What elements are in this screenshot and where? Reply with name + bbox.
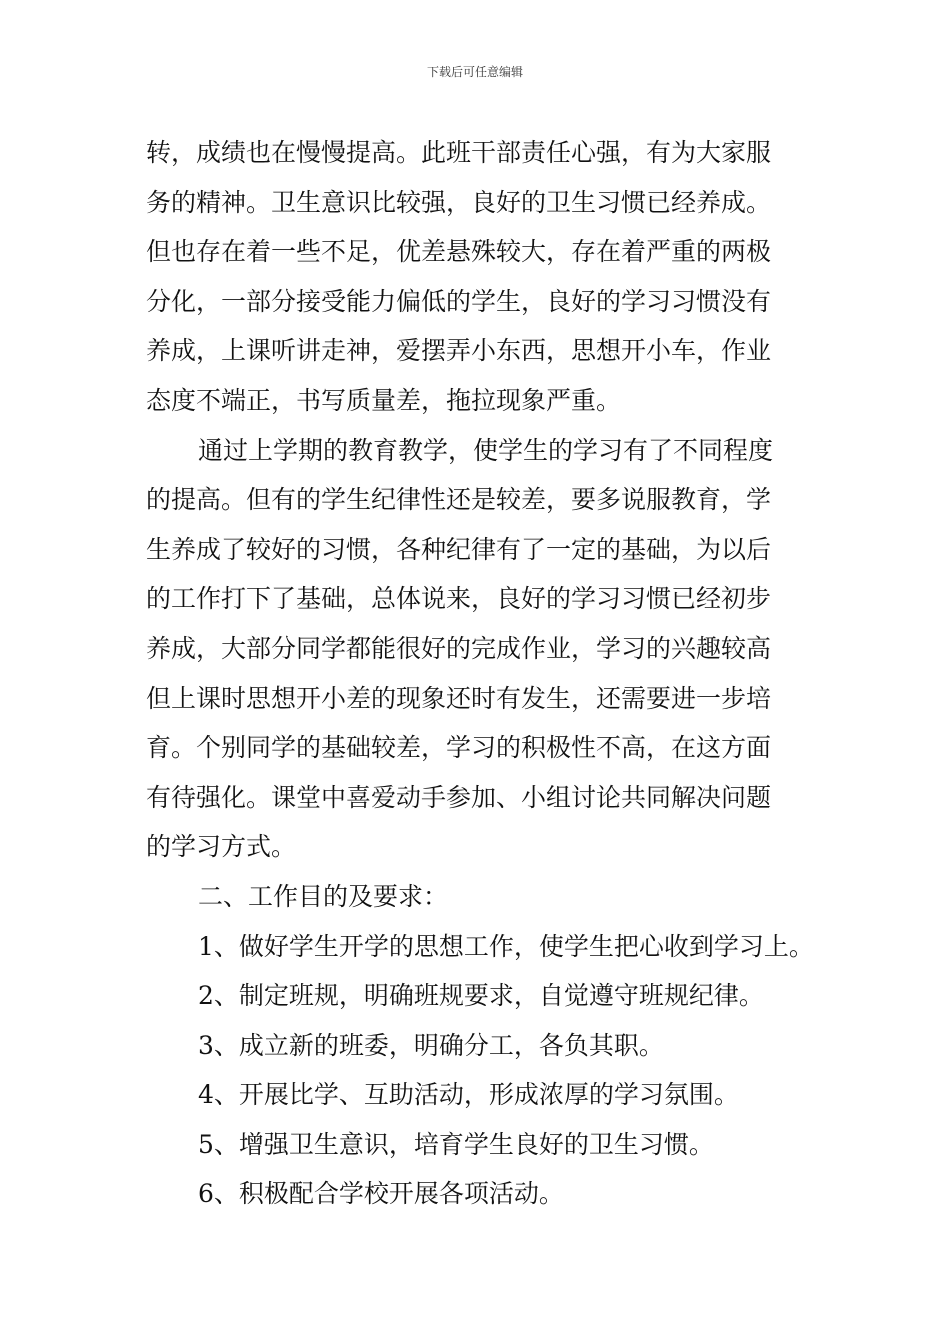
list-item: 1、做好学生开学的思想工作，使学生把心收到学习上。 [198,931,814,961]
list-item: 5、增强卫生意识，培育学生良好的卫生习惯。 [198,1129,714,1159]
list-item: 4、开展比学、互助活动，形成浓厚的学习氛围。 [198,1080,739,1110]
paragraph-line: 分化，一部分接受能力偏低的学生，良好的学习习惯没有 [146,286,772,316]
paragraph-line: 但也存在着一些不足，优差悬殊较大，存在着严重的两极 [146,237,772,267]
section-heading: 二、工作目的及要求： [198,881,449,911]
paragraph-line: 养成，大部分同学都能很好的完成作业，学习的兴趣较高 [146,633,772,663]
paragraph-line: 养成，上课听讲走神，爱摆弄小东西，思想开小车，作业 [146,336,772,366]
paragraph-line: 转，成绩也在慢慢提高。此班干部责任心强，有为大家服 [146,138,772,167]
list-item: 2、制定班规，明确班规要求，自觉遵守班规纪律。 [198,981,764,1011]
paragraph-line: 态度不端正，书写质量差，拖拉现象严重。 [146,385,622,415]
paragraph-line: 的工作打下了基础，总体说来，良好的学习习惯已经初步 [146,584,772,614]
paragraph-line: 生养成了较好的习惯，各种纪律有了一定的基础，为以后 [146,534,772,564]
paragraph-line: 有待强化。课堂中喜爱动手参加、小组讨论共同解决问题 [146,782,772,812]
paragraph-line: 的学习方式。 [146,832,297,862]
page-header-note: 下载后可任意编辑 [426,65,523,79]
list-item: 3、成立新的班委，明确分工，各负其职。 [198,1030,664,1060]
list-item: 6、积极配合学校开展各项活动。 [198,1179,564,1209]
paragraph-line: 育。个别同学的基础较差，学习的积极性不高，在这方面 [146,733,772,763]
paragraph-line: 的提高。但有的学生纪律性还是较差，要多说服教育，学 [146,485,772,515]
document-body [146,128,814,1219]
paragraph-line: 但上课时思想开小差的现象还时有发生，还需要进一步培 [146,683,772,713]
paragraph-line: 通过上学期的教育教学，使学生的学习有了不同程度 [198,435,774,465]
paragraph-line: 务的精神。卫生意识比较强，良好的卫生习惯已经养成。 [146,187,772,217]
